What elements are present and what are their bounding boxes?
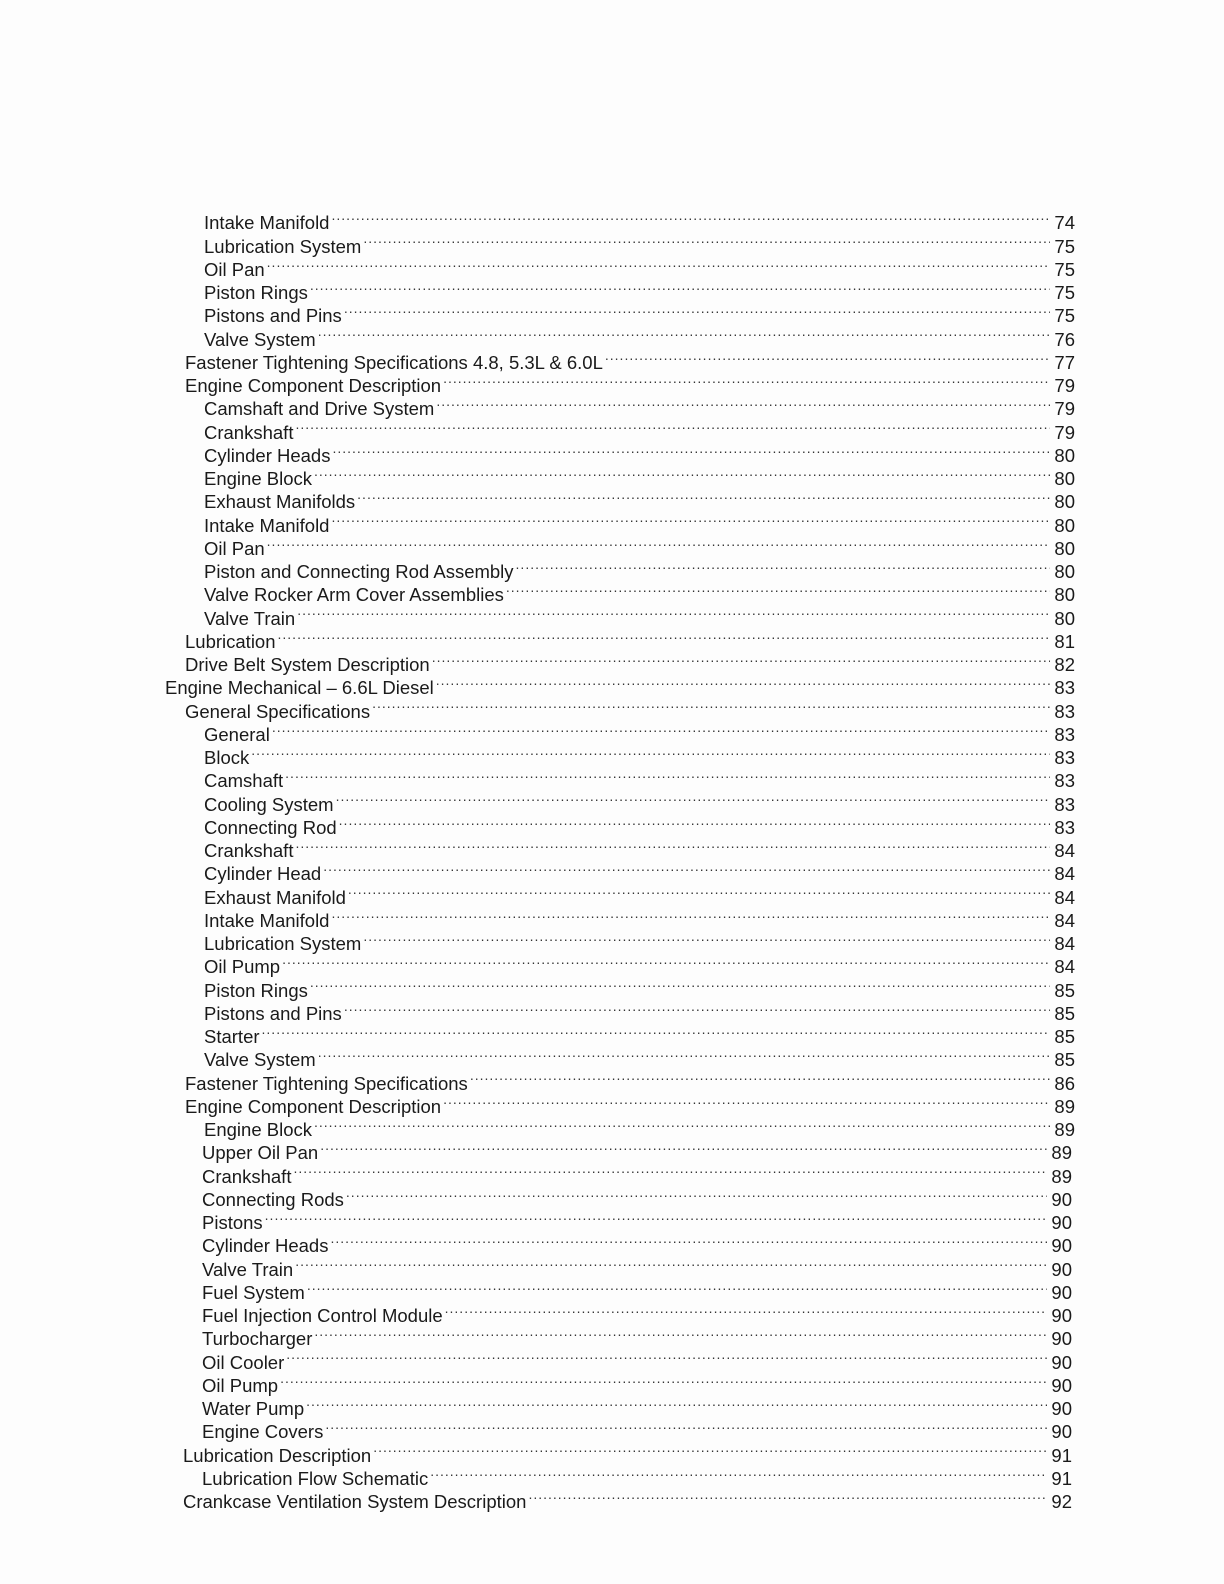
toc-entry xyxy=(204,1020,1075,1047)
toc-entry-page-number: 80 xyxy=(1054,607,1075,629)
toc-entry-page-number: 85 xyxy=(1054,1049,1075,1071)
toc-entry-page-number: 76 xyxy=(1054,328,1075,350)
toc-entry-page-number: 79 xyxy=(1054,398,1075,420)
toc-entry-page-number: 83 xyxy=(1054,770,1075,792)
toc-entry-title: Lubrication Flow Schematic xyxy=(202,1467,429,1489)
dot-leader xyxy=(331,508,1050,531)
toc-entry-title: General Specifications xyxy=(185,700,371,722)
toc-entry-title: Starter xyxy=(204,1026,260,1047)
toc-entry xyxy=(204,857,1075,885)
toc-entry-page-number: 89 xyxy=(1051,1142,1072,1164)
dot-leader xyxy=(267,532,1051,555)
toc-entry xyxy=(204,834,1075,861)
toc-entry-page-number: 83 xyxy=(1054,700,1075,722)
toc-entry-page-number: 83 xyxy=(1054,793,1075,815)
toc-entry-title: Cylinder Heads xyxy=(204,444,331,466)
toc-entry-page-number: 80 xyxy=(1054,537,1075,559)
toc-entry-page-number: 90 xyxy=(1051,1281,1072,1303)
toc-entry xyxy=(185,1066,1075,1094)
toc-entry xyxy=(204,485,1075,513)
toc-entry xyxy=(202,1415,1072,1443)
dot-leader xyxy=(346,1183,1048,1206)
toc-entry xyxy=(204,462,1075,489)
toc-entry-title: Engine Mechanical – 6.6L Diesel xyxy=(165,677,434,699)
toc-entry-title: Oil Pump xyxy=(202,1374,279,1396)
dot-leader xyxy=(516,555,1051,578)
toc-entry-page-number: 90 xyxy=(1051,1212,1072,1233)
dot-leader xyxy=(506,578,1051,601)
toc-entry-title: Valve Rocker Arm Cover Assemblies xyxy=(204,584,504,606)
toc-entry-title: Oil Pump xyxy=(204,956,281,978)
toc-entry xyxy=(185,1090,1075,1117)
toc-entry-page-number: 90 xyxy=(1051,1258,1072,1280)
toc-entry-page-number: 84 xyxy=(1054,886,1075,908)
toc-entry-page-number: 84 xyxy=(1054,933,1075,954)
dot-leader xyxy=(272,718,1051,741)
dot-leader xyxy=(528,1485,1047,1508)
toc-entry xyxy=(185,625,1075,652)
dot-leader xyxy=(310,276,1051,299)
toc-entry-page-number: 90 xyxy=(1051,1305,1072,1326)
toc-entry xyxy=(202,1345,1072,1373)
dot-leader xyxy=(282,950,1050,973)
toc-entry-title: Lubrication System xyxy=(204,933,362,954)
toc-entry-page-number: 89 xyxy=(1051,1165,1072,1187)
toc-entry-title: Engine Covers xyxy=(202,1421,324,1443)
toc-entry-page-number: 83 xyxy=(1054,747,1075,768)
toc-entry-title: Engine Component Description xyxy=(185,375,442,396)
toc-entry-title: Cooling System xyxy=(204,793,334,815)
toc-entry-page-number: 80 xyxy=(1054,584,1075,606)
toc-entry-title: Piston Rings xyxy=(204,282,308,303)
dot-leader xyxy=(331,206,1050,229)
toc-entry xyxy=(185,694,1075,722)
toc-entry-page-number: 82 xyxy=(1054,654,1075,675)
dot-leader xyxy=(325,1415,1047,1438)
toc-entry-title: Intake Manifold xyxy=(204,514,330,536)
toc-entry xyxy=(165,671,1075,699)
toc-entry-page-number: 81 xyxy=(1054,630,1075,652)
toc-entry-title: Intake Manifold xyxy=(204,909,330,931)
toc-entry xyxy=(204,927,1075,954)
toc-entry-page-number: 89 xyxy=(1054,1119,1075,1140)
dot-leader xyxy=(295,415,1050,438)
toc-entry-title: Fuel System xyxy=(202,1281,305,1303)
toc-entry xyxy=(204,904,1075,931)
toc-entry-page-number: 84 xyxy=(1054,863,1075,885)
toc-entry xyxy=(202,1159,1072,1187)
toc-entry xyxy=(204,601,1075,629)
toc-entry-page-number: 83 xyxy=(1054,816,1075,838)
toc-entry-title: Exhaust Manifolds xyxy=(204,491,356,513)
dot-leader xyxy=(251,741,1050,764)
toc-entry xyxy=(204,880,1075,908)
toc-entry xyxy=(204,1113,1075,1140)
toc-entry-page-number: 80 xyxy=(1054,468,1075,489)
dot-leader xyxy=(286,1345,1047,1368)
toc-entry-page-number: 84 xyxy=(1054,956,1075,978)
dot-leader xyxy=(314,1322,1047,1345)
toc-entry-page-number: 80 xyxy=(1054,561,1075,582)
toc-entry-page-number: 77 xyxy=(1054,351,1075,373)
dot-leader xyxy=(297,601,1050,624)
toc-entry-title: General xyxy=(204,723,270,745)
toc-entry-page-number: 79 xyxy=(1054,421,1075,443)
toc-entry-page-number: 90 xyxy=(1051,1351,1072,1373)
toc-entry xyxy=(204,555,1075,582)
toc-entry-title: Lubrication Description xyxy=(183,1444,372,1466)
dot-leader xyxy=(323,857,1050,880)
toc-entry-page-number: 84 xyxy=(1054,840,1075,861)
toc-entry xyxy=(202,1229,1072,1257)
dot-leader xyxy=(293,1159,1047,1182)
toc-entry-title: Valve System xyxy=(204,1049,316,1071)
dot-leader xyxy=(363,229,1050,252)
toc-entry xyxy=(183,1438,1072,1466)
toc-entry-title: Oil Pan xyxy=(204,537,265,559)
toc-entry-title: Engine Block xyxy=(204,468,312,489)
toc-entry xyxy=(204,532,1075,559)
dot-leader xyxy=(332,439,1050,462)
dot-leader xyxy=(318,322,1051,345)
dot-leader xyxy=(314,462,1050,485)
toc-entry xyxy=(202,1136,1072,1164)
toc-entry-title: Piston and Connecting Rod Assembly xyxy=(204,561,514,582)
toc-entry xyxy=(204,764,1075,792)
toc-entry xyxy=(204,276,1075,303)
toc-entry-title: Crankshaft xyxy=(202,1165,292,1187)
toc-entry-page-number: 74 xyxy=(1054,212,1075,234)
toc-entry xyxy=(204,973,1075,1001)
toc-entry-title: Pistons and Pins xyxy=(204,305,342,327)
toc-entry-page-number: 91 xyxy=(1051,1444,1072,1466)
toc-entry-title: Camshaft and Drive System xyxy=(204,398,435,420)
toc-entry-title: Fastener Tightening Specifications 4.8, 5.3L & 6.0L xyxy=(185,351,603,373)
toc-entry-title: Connecting Rods xyxy=(202,1188,344,1210)
toc-entry-page-number: 90 xyxy=(1051,1235,1072,1257)
dot-leader xyxy=(295,1252,1047,1275)
toc-entry-page-number: 85 xyxy=(1054,979,1075,1001)
toc-entry-page-number: 91 xyxy=(1051,1467,1072,1489)
toc-entry xyxy=(204,322,1075,350)
dot-leader xyxy=(605,346,1051,369)
toc-entry-title: Fuel Injection Control Module xyxy=(202,1305,443,1326)
dot-leader xyxy=(470,1066,1051,1089)
toc-entry-title: Valve System xyxy=(204,328,316,350)
dot-leader xyxy=(372,694,1050,717)
toc-entry xyxy=(185,346,1075,373)
toc-entry-title: Intake Manifold xyxy=(204,212,330,234)
toc-entry xyxy=(183,1485,1072,1512)
dot-leader xyxy=(430,1462,1047,1485)
dot-leader xyxy=(445,1299,1048,1322)
dot-leader xyxy=(330,1229,1047,1252)
dot-leader xyxy=(331,904,1050,927)
toc-entry-title: Upper Oil Pan xyxy=(202,1142,319,1164)
toc-entry-title: Cylinder Head xyxy=(204,863,322,885)
dot-leader xyxy=(336,787,1051,810)
dot-leader xyxy=(436,392,1050,415)
toc-entry-page-number: 83 xyxy=(1054,723,1075,745)
toc-entry xyxy=(202,1206,1072,1233)
toc-entry xyxy=(202,1369,1072,1396)
table-of-contents xyxy=(0,206,1224,1512)
toc-entry xyxy=(202,1183,1072,1210)
dot-leader xyxy=(443,1090,1050,1113)
toc-entry-title: Turbocharger xyxy=(202,1328,313,1350)
toc-entry-title: Pistons and Pins xyxy=(204,1002,342,1024)
dot-leader xyxy=(306,1392,1047,1415)
toc-entry-title: Engine Component Description xyxy=(185,1095,442,1117)
toc-entry-page-number: 90 xyxy=(1051,1421,1072,1443)
toc-entry-title: Valve Train xyxy=(202,1258,294,1280)
dot-leader xyxy=(285,764,1050,787)
toc-entry xyxy=(204,392,1075,420)
toc-entry xyxy=(202,1252,1072,1280)
toc-entry xyxy=(204,439,1075,466)
toc-entry-page-number: 75 xyxy=(1054,258,1075,280)
toc-entry xyxy=(185,369,1075,396)
toc-entry xyxy=(204,811,1075,838)
toc-entry-title: Crankcase Ventilation System Description xyxy=(183,1491,527,1512)
toc-entry xyxy=(202,1276,1072,1303)
toc-entry xyxy=(204,206,1075,234)
dot-leader xyxy=(339,811,1051,834)
dot-leader xyxy=(443,369,1050,392)
toc-entry xyxy=(204,950,1075,978)
toc-entry-page-number: 86 xyxy=(1054,1072,1075,1094)
dot-leader xyxy=(310,973,1051,996)
dot-leader xyxy=(357,485,1050,508)
dot-leader xyxy=(278,625,1051,648)
toc-entry-page-number: 85 xyxy=(1054,1002,1075,1024)
dot-leader xyxy=(262,1020,1051,1043)
toc-entry xyxy=(204,415,1075,443)
toc-entry xyxy=(202,1322,1072,1350)
dot-leader xyxy=(432,648,1051,671)
dot-leader xyxy=(436,671,1051,694)
toc-entry xyxy=(204,508,1075,536)
toc-entry-page-number: 89 xyxy=(1054,1095,1075,1117)
toc-entry-page-number: 85 xyxy=(1054,1026,1075,1047)
toc-entry-title: Lubrication System xyxy=(204,235,362,257)
toc-entry-title: Oil Cooler xyxy=(202,1351,285,1373)
toc-entry xyxy=(204,1043,1075,1071)
toc-entry-title: Camshaft xyxy=(204,770,284,792)
toc-entry-title: Water Pump xyxy=(202,1398,305,1419)
toc-entry xyxy=(204,718,1075,745)
dot-leader xyxy=(318,1043,1051,1066)
toc-entry-page-number: 90 xyxy=(1051,1188,1072,1210)
toc-entry-title: Pistons xyxy=(202,1212,263,1233)
toc-entry-title: Crankshaft xyxy=(204,421,294,443)
toc-entry-page-number: 80 xyxy=(1054,444,1075,466)
toc-entry-page-number: 84 xyxy=(1054,909,1075,931)
toc-entry-title: Crankshaft xyxy=(204,840,294,861)
toc-entry-title: Cylinder Heads xyxy=(202,1235,329,1257)
toc-entry xyxy=(204,787,1075,815)
toc-entry xyxy=(204,253,1075,280)
toc-entry-title: Oil Pan xyxy=(204,258,265,280)
dot-leader xyxy=(363,927,1050,950)
toc-entry xyxy=(204,997,1075,1024)
toc-entry-title: Drive Belt System Description xyxy=(185,654,430,675)
toc-entry-title: Engine Block xyxy=(204,1119,312,1140)
dot-leader xyxy=(314,1113,1050,1136)
toc-entry xyxy=(202,1392,1072,1419)
dot-leader xyxy=(348,880,1051,903)
toc-entry-title: Piston Rings xyxy=(204,979,308,1001)
toc-entry xyxy=(204,578,1075,606)
toc-entry-page-number: 83 xyxy=(1054,677,1075,699)
toc-entry-page-number: 80 xyxy=(1054,514,1075,536)
dot-leader xyxy=(265,1206,1048,1229)
toc-entry-title: Valve Train xyxy=(204,607,296,629)
toc-entry-page-number: 75 xyxy=(1054,305,1075,327)
dot-leader xyxy=(344,299,1051,322)
toc-entry-page-number: 90 xyxy=(1051,1328,1072,1350)
toc-entry xyxy=(204,229,1075,257)
dot-leader xyxy=(373,1438,1047,1461)
dot-leader xyxy=(267,253,1051,276)
toc-entry xyxy=(185,648,1075,675)
toc-entry-title: Lubrication xyxy=(185,630,276,652)
toc-entry-page-number: 75 xyxy=(1054,282,1075,303)
dot-leader xyxy=(307,1276,1048,1299)
toc-entry xyxy=(202,1462,1072,1489)
toc-entry-page-number: 75 xyxy=(1054,235,1075,257)
toc-entry xyxy=(204,741,1075,768)
toc-entry xyxy=(204,299,1075,327)
toc-entry-page-number: 92 xyxy=(1051,1491,1072,1512)
toc-entry-page-number: 80 xyxy=(1054,491,1075,513)
toc-entry xyxy=(202,1299,1072,1326)
dot-leader xyxy=(280,1369,1047,1392)
toc-entry-title: Exhaust Manifold xyxy=(204,886,346,908)
toc-entry-page-number: 79 xyxy=(1054,375,1075,396)
toc-entry-title: Connecting Rod xyxy=(204,816,337,838)
dot-leader xyxy=(320,1136,1047,1159)
dot-leader xyxy=(344,997,1051,1020)
toc-entry-title: Block xyxy=(204,747,250,768)
toc-entry-title: Fastener Tightening Specifications xyxy=(185,1072,468,1094)
toc-entry-page-number: 90 xyxy=(1051,1398,1072,1419)
dot-leader xyxy=(295,834,1050,857)
toc-entry-page-number: 90 xyxy=(1051,1374,1072,1396)
